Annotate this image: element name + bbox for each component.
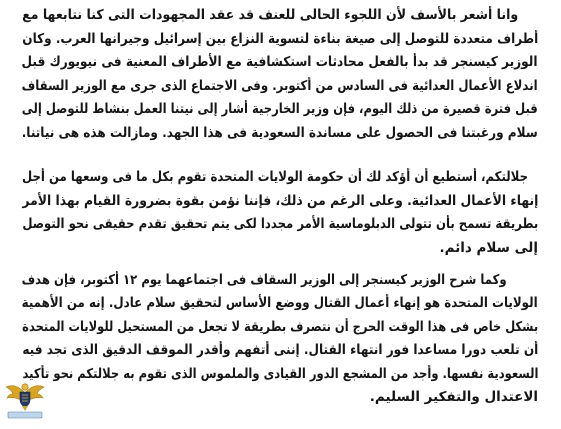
text-line [22, 292, 538, 316]
line-text: بشكل خاص فى هذا الوقت الحرج أن نتصرف بطريقة لا تجعل من المستحيل للولايات المتحدة [22, 318, 538, 335]
line-text: وانا أشعر بالأسف لأن اللجوء الحالى للعنف قد عقد المجهودات التى كنا نتابعها مع [22, 7, 518, 23]
line-text: الوزير كيسنجر قد بدأ بالفعل محادثات استكشافية مع الأطراف المعنية فى نيويورك قبل [22, 54, 538, 70]
line-text: اندلاع الأعمال العدائية فى السادس من أكتوبر. وفى الاجتماع الذى جرى مع الوزير السقاف [22, 77, 538, 94]
line-text: الاعتدال والتفكير السليم. [369, 389, 538, 405]
text-line [22, 237, 538, 261]
line-text: إلى سلام دائم. [439, 239, 538, 256]
text-line [22, 122, 538, 146]
line-text: الولايات المتحدة هو إنهاء أعمال القتال ووضع الأساس لتحقيق سلام عادل. إنه من الأهمية [22, 295, 538, 311]
line-text: جلالتكم، أستطيع أن أؤكد لك أن حكومة الولايات المتحدة تقوم بكل ما فى وسعها من أجل [22, 169, 528, 185]
text-line [22, 269, 538, 293]
line-text: السعودية نفسها. وأجد من المشجع الدور القيادى والملموس الذى تقوم به جلالتكم نحو تأكيد [22, 365, 538, 382]
text-line [22, 75, 538, 99]
paragraph [22, 4, 538, 145]
line-text: أطراف متعددة للتوصل إلى صيغة بناءة لتسوية النزاع بين إسرائيل وجيرانها العرب. وكان [22, 30, 538, 47]
text-line [22, 28, 538, 52]
line-text: وكما شرح الوزير كيسنجر إلى الوزير السقاف فى اجتماعهما يوم ١٢ أكتوبر، فإن هدف [22, 271, 507, 288]
paragraph [22, 166, 538, 260]
line-text: بطريقة تسمح بأن تتولى الدبلوماسية الأمر مجددا لكى يتم تحقيق تقدم حقيقى نحو التوصل [22, 216, 538, 232]
line-text: قبل فترة قصيرة من ذلك اليوم، فإن وزير الخارجية أشار إلى نيتنا العمل بنشاط للتوصل إلى [22, 101, 538, 117]
text-line [22, 363, 538, 387]
eagle-emblem-icon [4, 376, 46, 422]
document-body [22, 4, 538, 410]
text-line [22, 386, 538, 410]
text-line [22, 190, 538, 214]
text-line [22, 166, 538, 190]
text-line [22, 339, 538, 363]
line-text: إنهاء الأعمال العدائية. وعلى الرغم من ذلك، فإننا نؤمن بقوة بضرورة القيام بهذا الأمر [22, 192, 538, 209]
line-text: سلام ورغبتنا فى الحصول على مساندة السعودية فى هذا الجهد. ومازالت هذه هى نياتنا. [22, 124, 538, 141]
text-line [22, 213, 538, 237]
line-text: أن تلعب دورا مساعدا فور انتهاء القتال. إننى أتفهم وأقدر الموقف الدقيق الذى تجد فيه [22, 342, 538, 358]
text-line [22, 98, 538, 122]
text-line [22, 51, 538, 75]
paragraph [22, 269, 538, 410]
text-line [22, 4, 538, 28]
text-line [22, 316, 538, 340]
